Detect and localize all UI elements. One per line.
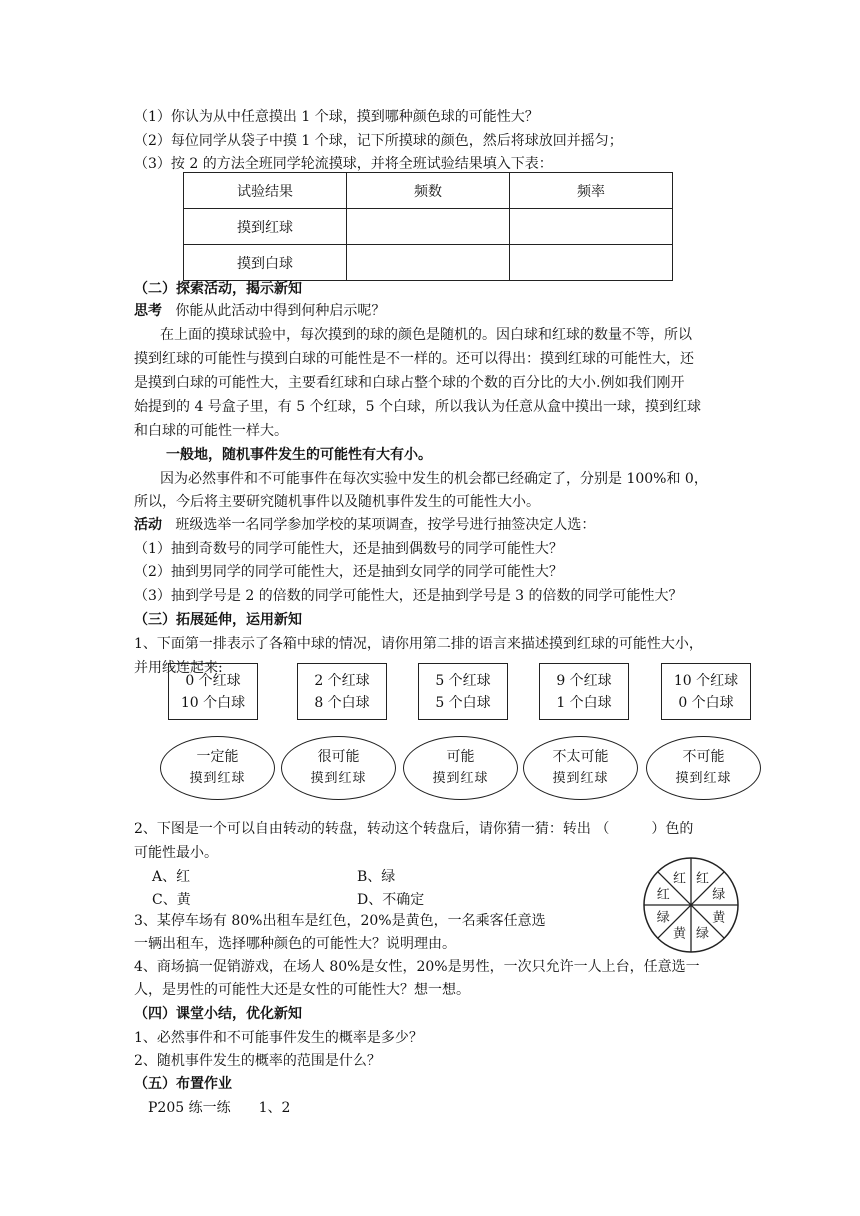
wheel-sector-label: 红 bbox=[672, 871, 687, 887]
table-cell bbox=[510, 209, 673, 245]
oval-title: 很可能 bbox=[317, 749, 360, 765]
section-5-heading: （五）布置作业 bbox=[134, 1076, 232, 1092]
paragraph-line: 是摸到白球的可能性大，主要看红球和白球占整个球的个数的百分比的大小.例如我们刚开 bbox=[134, 375, 685, 391]
table-cell bbox=[510, 245, 673, 281]
wheel-sector-label: 黄 bbox=[672, 926, 687, 942]
exercise-3-line: 3、某停车场有 80%出租车是红色，20%是黄色，一名乘客任意选 bbox=[134, 913, 546, 929]
exercise-1-line: 并用线连起来: bbox=[134, 660, 223, 676]
conclusion: 一般地，随机事件发生的可能性有大有小。 bbox=[166, 447, 432, 463]
homework-line: P205 练一练 1、2 bbox=[148, 1100, 291, 1116]
activity-label: 活动 bbox=[134, 517, 162, 533]
paragraph-line: 因为必然事件和不可能事件在每次实验中发生的机会都已经确定了，分别是 100%和 0， bbox=[160, 471, 708, 487]
wheel-sector-label: 绿 bbox=[695, 926, 710, 942]
oval-title: 可能 bbox=[446, 749, 475, 765]
wheel-sector-label: 红 bbox=[656, 887, 670, 903]
choice-d: D、不确定 bbox=[357, 892, 425, 908]
paragraph-line: 和白球的可能性一样大。 bbox=[134, 423, 288, 439]
table-header-cell: 频数 bbox=[347, 173, 510, 209]
exercise-2-line: 可能性最小。 bbox=[134, 845, 218, 861]
table-header-cell: 频率 bbox=[510, 173, 673, 209]
likelihood-oval bbox=[281, 736, 396, 800]
paragraph-line: 摸到红球的可能性与摸到白球的可能性是不一样的。还可以得出：摸到红球的可能性大，还 bbox=[134, 351, 694, 367]
ball-box bbox=[418, 663, 508, 720]
table-row bbox=[184, 209, 673, 245]
exercise-3-line: 一辆出租车，选择哪种颜色的可能性大？说明理由。 bbox=[134, 936, 456, 952]
ball-box bbox=[539, 663, 629, 720]
box-red-count: 2 个红球 bbox=[314, 672, 370, 689]
oval-title: 不太可能 bbox=[552, 749, 609, 765]
table-row bbox=[184, 245, 673, 281]
activity-line bbox=[134, 514, 595, 536]
spinner-wheel bbox=[641, 855, 741, 955]
likelihood-oval bbox=[160, 736, 275, 800]
oval-title: 不可能 bbox=[682, 749, 725, 765]
section-2-heading: （二）探索活动，揭示新知 bbox=[134, 281, 302, 297]
likelihood-oval bbox=[403, 736, 518, 800]
box-white-count: 0 个白球 bbox=[678, 694, 734, 711]
box-red-count: 0 个红球 bbox=[185, 672, 241, 689]
table-cell bbox=[347, 245, 510, 281]
summary-item: 1、必然事件和不可能事件发生的概率是多少？ bbox=[134, 1030, 423, 1046]
think-label: 思考 bbox=[134, 303, 162, 319]
box-white-count: 1 个白球 bbox=[556, 694, 612, 711]
table-header-cell: 试验结果 bbox=[184, 173, 347, 209]
oval-title: 一定能 bbox=[196, 749, 239, 765]
box-red-count: 10 个红球 bbox=[673, 672, 739, 689]
oval-subtitle: 摸到红球 bbox=[552, 771, 609, 786]
activity-item: （2）抽到男同学的同学可能性大，还是抽到女同学的同学可能性大？ bbox=[134, 564, 563, 580]
box-white-count: 8 个白球 bbox=[314, 694, 370, 711]
ball-box bbox=[661, 663, 751, 720]
question-2: （2）每位同学从袋子中摸 1 个球，记下所摸球的颜色，然后将球放回并摇匀； bbox=[134, 133, 623, 149]
exercise-4-line: 人，是男性的可能性大还是女性的可能性大？想一想。 bbox=[134, 982, 470, 998]
result-table bbox=[183, 172, 673, 281]
table-cell: 摸到红球 bbox=[184, 209, 347, 245]
paragraph-line: 始提到的 4 号盒子里，有 5 个红球，5 个白球，所以我认为任意从盒中摸出一球，摸到红球 bbox=[134, 399, 701, 415]
choice-c: C、黄 bbox=[152, 892, 191, 908]
oval-subtitle: 摸到红球 bbox=[675, 771, 732, 786]
think-line bbox=[134, 300, 385, 322]
paragraph-line: 在上面的摸球试验中，每次摸到的球的颜色是随机的。因白球和红球的数量不等，所以 bbox=[160, 327, 692, 343]
section-3-heading: （三）拓展延伸，运用新知 bbox=[134, 612, 302, 628]
activity-item: （3）抽到学号是 2 的倍数的同学可能性大，还是抽到学号是 3 的倍数的同学可能性大？ bbox=[134, 588, 683, 604]
summary-item: 2、随机事件发生的概率的范围是什么？ bbox=[134, 1053, 381, 1069]
ball-box bbox=[297, 663, 387, 720]
question-1: （1）你认为从中任意摸出 1 个球，摸到哪种颜色球的可能性大？ bbox=[134, 109, 539, 125]
section-4-heading: （四）课堂小结，优化新知 bbox=[134, 1006, 302, 1022]
choice-a: A、红 bbox=[152, 869, 191, 885]
activity-text: 班级选举一名同学参加学校的某项调查，按学号进行抽签决定人选： bbox=[175, 517, 596, 533]
choice-b: B、绿 bbox=[357, 869, 396, 885]
box-red-count: 9 个红球 bbox=[556, 672, 612, 689]
oval-subtitle: 摸到红球 bbox=[432, 771, 489, 786]
wheel-sector-label: 绿 bbox=[712, 887, 726, 903]
ball-box bbox=[168, 663, 258, 720]
question-3: （3）按 2 的方法全班同学轮流摸球，并将全班试验结果填入下表： bbox=[134, 156, 553, 172]
likelihood-oval bbox=[523, 736, 638, 800]
wheel-dividers bbox=[644, 858, 738, 952]
table-cell bbox=[347, 209, 510, 245]
table-cell: 摸到白球 bbox=[184, 245, 347, 281]
oval-subtitle: 摸到红球 bbox=[189, 771, 246, 786]
exercise-1-line: 1、下面第一排表示了各箱中球的情况，请你用第二排的语言来描述摸到红球的可能性大小， bbox=[134, 636, 703, 652]
exercise-4-line: 4、商场搞一促销游戏，在场人 80%是女性，20%是男性，一次只允许一人上台，任意选一 bbox=[134, 959, 700, 975]
wheel-sector-label: 红 bbox=[695, 871, 710, 887]
wheel-sector-label: 绿 bbox=[656, 910, 670, 926]
activity-item: （1）抽到奇数号的同学可能性大，还是抽到偶数号的同学可能性大？ bbox=[134, 541, 563, 557]
think-text: 你能从此活动中得到何种启示呢？ bbox=[175, 303, 386, 319]
box-white-count: 5 个白球 bbox=[435, 694, 491, 711]
oval-subtitle: 摸到红球 bbox=[310, 771, 367, 786]
exercise-2-line: 2、下图是一个可以自由转动的转盘，转动这个转盘后，请你猜一猜：转出 （ ）色的 bbox=[134, 821, 694, 837]
box-red-count: 5 个红球 bbox=[435, 672, 491, 689]
wheel-sector-label: 黄 bbox=[712, 910, 726, 926]
likelihood-oval bbox=[646, 736, 761, 800]
paragraph-line: 所以，今后将主要研究随机事件以及随机事件发生的可能性大小。 bbox=[134, 494, 540, 510]
table-header-row bbox=[184, 173, 673, 209]
box-white-count: 10 个白球 bbox=[180, 694, 246, 711]
